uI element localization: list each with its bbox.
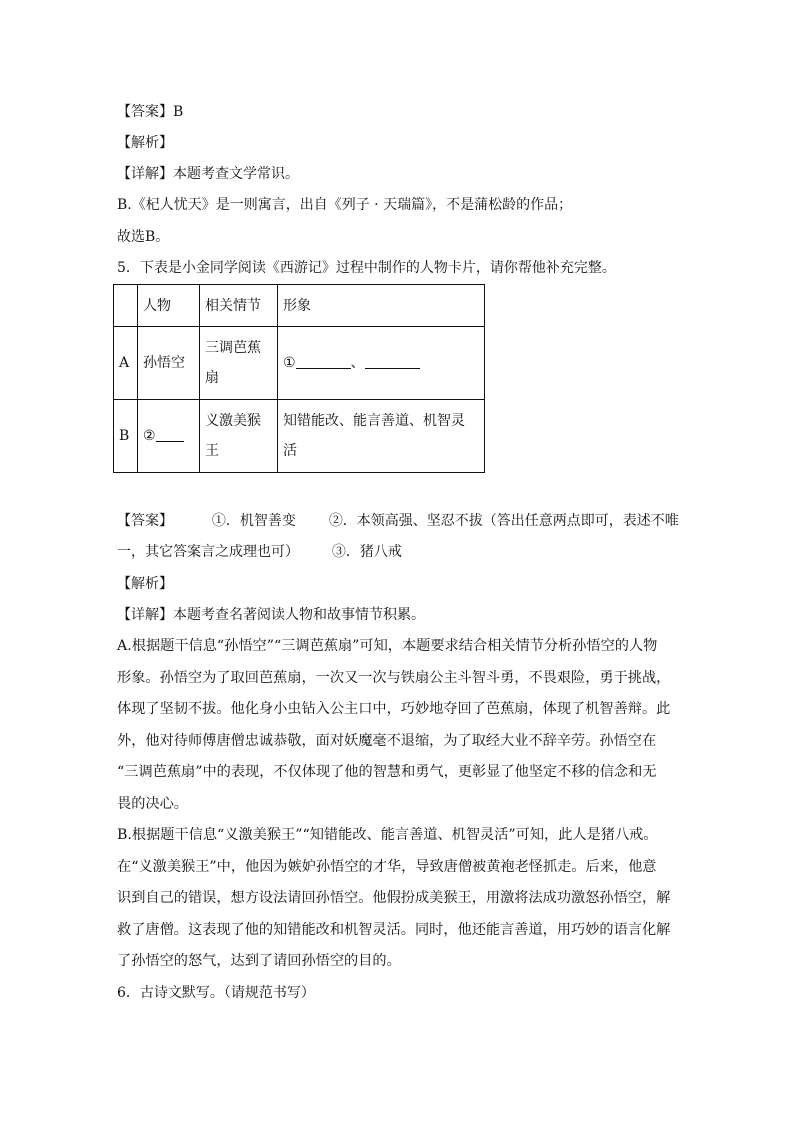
q5-detail: 【详解】本题考查名著阅读人物和故事情节积累。 [117,607,425,623]
q5-answer-2: ②．本领高强、坚忍不拔（答出任意两点即可，表述不唯 [328,513,679,529]
character-card-table [113,284,485,473]
row-b-plot [200,400,278,473]
blank-separator: 、 [350,355,365,371]
para-b-line: 了孙悟空的怒气，达到了请回孙悟空的目的。 [117,953,401,969]
q6-stem: 6．古诗文默写。（请规范书写） [117,985,315,1001]
row-b-image-line2: 活 [283,443,297,459]
q5-answer-cont: 一，其它答案言之成理也可） [117,544,299,560]
row-b-character [138,400,200,473]
q5-answer-row-2 [117,544,687,560]
para-a-line: 外，他对待师傅唐僧忠诚恭敬，面对妖魔毫不退缩，为了取经大业不辞辛劳。孙悟空在 [117,733,657,749]
para-b-line: 识到自己的错误，想方设法请回孙悟空。他假扮成美猴王，用激将法成功激怒孙悟空，解 [117,890,671,906]
row-b-label: B [114,400,138,473]
table-header-image: 形象 [278,285,485,327]
q5-stem: 5．下表是小金同学阅读《西游记》过程中制作的人物卡片，请你帮他补充完整。 [117,260,616,276]
para-a-line: 体现了坚韧不拔。他化身小虫钻入公主口中，巧妙地夺回了芭蕉扇，体现了机智善辩。此 [117,701,671,717]
para-b-line: B.根据题干信息“义激美猴王”“知错能改、能言善道、机智灵活”可知，此人是猪八戒。 [117,827,658,843]
q5-analysis-label: 【解析】 [117,576,173,592]
blank-1-marker: ① [283,355,296,371]
row-b-plot-line1: 义激美猴 [205,413,261,429]
q4-answer: 【答案】B [117,104,184,120]
row-a-plot [200,327,278,400]
para-a-line: 畏的决心。 [117,796,188,812]
row-b-plot-line2: 王 [205,443,219,459]
q5-answer-row [117,513,687,529]
row-a-image [278,327,485,400]
q5-answer-label: 【答案】 [117,513,173,529]
blank-3 [156,427,184,442]
table-row-b [114,400,485,473]
q5-answer-3: ③．猪八戒 [331,544,402,560]
row-b-image-line1: 知错能改、能言善道、机智灵 [283,413,465,429]
table-header-empty [114,285,138,327]
para-a-line: “三调芭蕉扇”中的表现，不仅体现了他的智慧和勇气，更彰显了他坚定不移的信念和无 [117,764,657,780]
para-a-line: A.根据题干信息“孙悟空”“三调芭蕉扇”可知，本题要求结合相关情节分析孙悟空的人物 [117,638,658,654]
table-header-row [114,285,485,327]
table-header-plot: 相关情节 [200,285,278,327]
row-a-plot-line1: 三调芭蕉 [205,340,261,356]
q4-option-b: B.《杞人忧天》是一则寓言，出自《列子 · 天瑞篇》，不是蒲松龄的作品； [117,197,573,213]
para-b-line: 在“义激美猴王”中，他因为嫉妒孙悟空的才华，导致唐僧被黄袍老怪抓走。后来，他意 [117,859,657,875]
row-b-image [278,400,485,473]
row-a-character: 孙悟空 [138,327,200,400]
q5-answer-1: ①．机智善变 [211,513,296,529]
blank-1 [296,354,351,369]
q4-detail: 【详解】本题考查文学常识。 [117,166,299,182]
q4-analysis-label: 【解析】 [117,135,173,151]
blank-2 [365,354,420,369]
blank-3-marker: ② [143,428,156,444]
row-a-plot-line2: 扇 [205,370,219,386]
q4-choose: 故选B。 [117,229,170,245]
para-b-line: 救了唐僧。这表现了他的知错能改和机智灵活。同时，他还能言善道，用巧妙的语言化解 [117,922,671,938]
table-header-character: 人物 [138,285,200,327]
para-a-line: 形象。孙悟空为了取回芭蕉扇，一次又一次与铁扇公主斗智斗勇，不畏艰险，勇于挑战， [117,670,671,686]
row-a-label: A [114,327,138,400]
table-row-a [114,327,485,400]
